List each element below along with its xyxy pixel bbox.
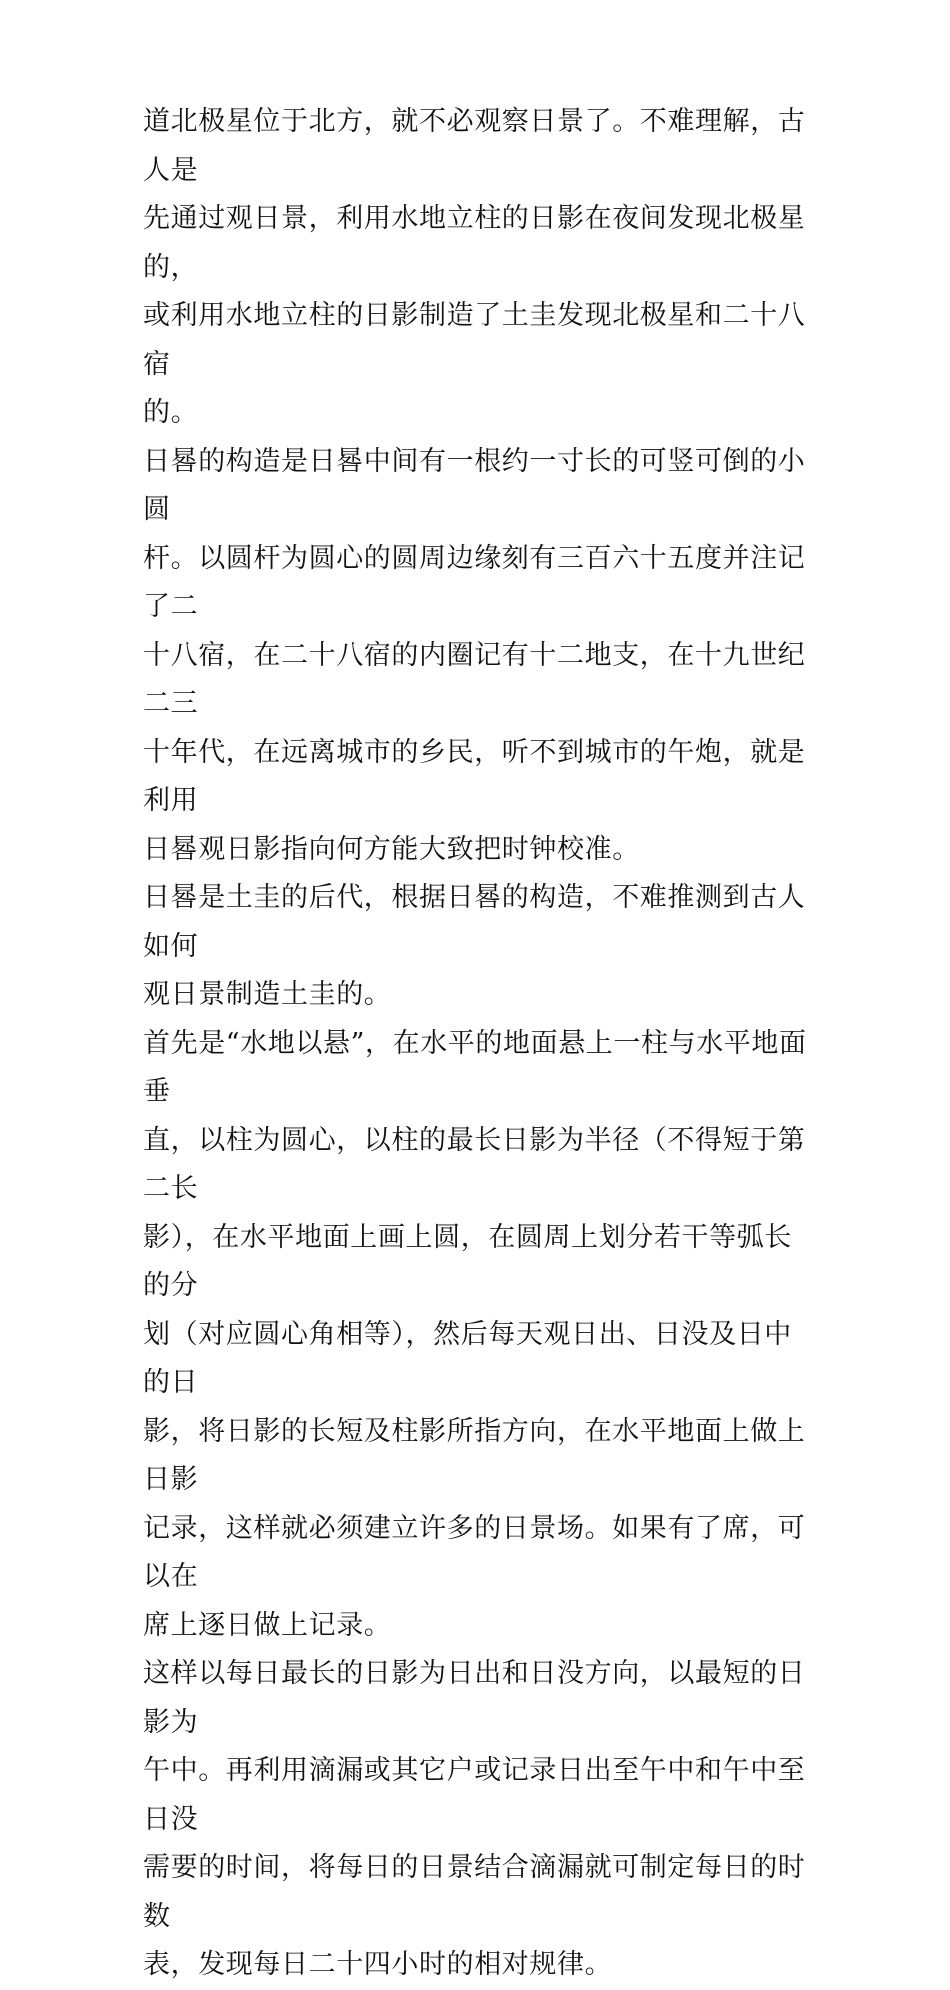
document-body [143, 98, 813, 1990]
paragraph-north-star: 道北极星位于北方，就不必观察日景了。不难理解，古人是 先通过观日景，利用水地立柱的日影在夜间发现北极星的， 或利用水地立柱的日影制造了土圭发现北极星和二十八宿 的。 [143, 106, 806, 428]
paragraph-gnomon-method: 首先是“水地以悬”，在水平的地面悬上一柱与水平地面垂 直，以柱为圆心，以柱的最长日影为半径（不得短于第二长 影），在水平地面上画上圆，在圆周上划分若干等弧长的分 划（对应圆心角相等），然后每天观日出、日没及日中的日 影，将日影的长短及柱影所指方向，在水平地面上做上日影 记录，这样就必须建立许多的日景场。如果有了席，可以在 席上逐日做上记录。 [143, 1027, 807, 1641]
paragraph-daily-timetable: 这样以每日最长的日影为日出和日没方向，以最短的日影为 午中。再利用滴漏或其它户或记录日出至午中和午中至日没 需要的时间，将每日的日景结合滴漏就可制定每日的时数 表，发现每日二十四小时的相对规律。 [143, 1658, 806, 1980]
paragraph-sundial-origin: 日晷是土圭的后代，根据日晷的构造，不难推测到古人如何 观日景制造土圭的。 [143, 882, 806, 1010]
paragraph-sundial-structure: 日晷的构造是日晷中间有一根约一寸长的可竖可倒的小圆 杆。以圆杆为圆心的圆周边缘刻有三百六十五度并注记了二 十八宿，在二十八宿的内圈记有十二地支，在十九世纪二三 十年代，在远离城市的乡民，听不到城市的午炮，就是利用 日晷观日影指向何方能大致把时钟校准。 [143, 445, 806, 865]
